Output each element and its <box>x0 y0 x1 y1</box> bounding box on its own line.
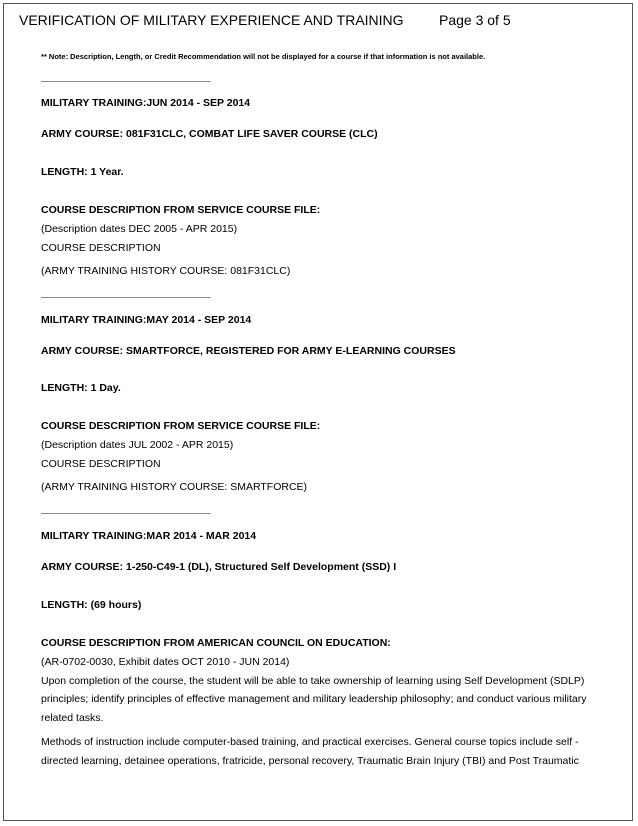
entry-divider <box>41 513 211 514</box>
description-dates: (AR-0702-0030, Exhibit dates OCT 2010 - JUN 2014) <box>41 656 290 668</box>
course-length: LENGTH: 1 Day. <box>41 382 121 394</box>
training-dates: MILITARY TRAINING:MAR 2014 - MAR 2014 <box>41 530 257 542</box>
description-paragraph-line: directed learning, detainee operations, fratricide, personal recovery, Traumatic Brain Injury (TBI) and Post Traumatic <box>41 755 579 767</box>
entry-divider <box>41 297 211 298</box>
course-title: ARMY COURSE: 081F31CLC, COMBAT LIFE SAVER COURSE (CLC) <box>41 128 378 140</box>
page-number: Page 3 of 5 <box>439 12 511 28</box>
training-history: (ARMY TRAINING HISTORY COURSE: 081F31CLC) <box>41 265 291 277</box>
training-dates: MILITARY TRAINING:JUN 2014 - SEP 2014 <box>41 97 251 109</box>
description-dates: (Description dates JUL 2002 - APR 2015) <box>41 439 234 451</box>
course-length: LENGTH: 1 Year. <box>41 166 124 178</box>
training-history: (ARMY TRAINING HISTORY COURSE: SMARTFORCE) <box>41 481 308 493</box>
training-dates: MILITARY TRAINING:MAY 2014 - SEP 2014 <box>41 314 252 326</box>
course-title: ARMY COURSE: SMARTFORCE, REGISTERED FOR ARMY E-LEARNING COURSES <box>41 345 456 357</box>
description-paragraph-line: principles; identify principles of effective management and military leadership philosophy; and conduct various military <box>41 693 587 705</box>
description-paragraph-line: Upon completion of the course, the student will be able to take ownership of learning using Self Development (SDLP) <box>41 675 585 687</box>
entry-divider <box>41 81 211 82</box>
description-heading: COURSE DESCRIPTION FROM SERVICE COURSE FILE: <box>41 204 321 216</box>
course-length: LENGTH: (69 hours) <box>41 599 142 611</box>
description-dates: (Description dates DEC 2005 - APR 2015) <box>41 223 238 235</box>
availability-note: ** Note: Description, Length, or Credit Recommendation will not be displayed for a course if that information is not available. <box>41 52 486 61</box>
description-paragraph-line: related tasks. <box>41 712 104 724</box>
description-text: COURSE DESCRIPTION <box>41 242 161 254</box>
description-paragraph-line: Methods of instruction include computer-based training, and practical exercises. General course topics include self - <box>41 736 579 748</box>
course-title: ARMY COURSE: 1-250-C49-1 (DL), Structured Self Development (SSD) I <box>41 561 397 573</box>
description-heading: COURSE DESCRIPTION FROM SERVICE COURSE FILE: <box>41 420 321 432</box>
description-text: COURSE DESCRIPTION <box>41 458 161 470</box>
description-heading: COURSE DESCRIPTION FROM AMERICAN COUNCIL ON EDUCATION: <box>41 637 391 649</box>
document-title: VERIFICATION OF MILITARY EXPERIENCE AND TRAINING <box>19 12 404 28</box>
